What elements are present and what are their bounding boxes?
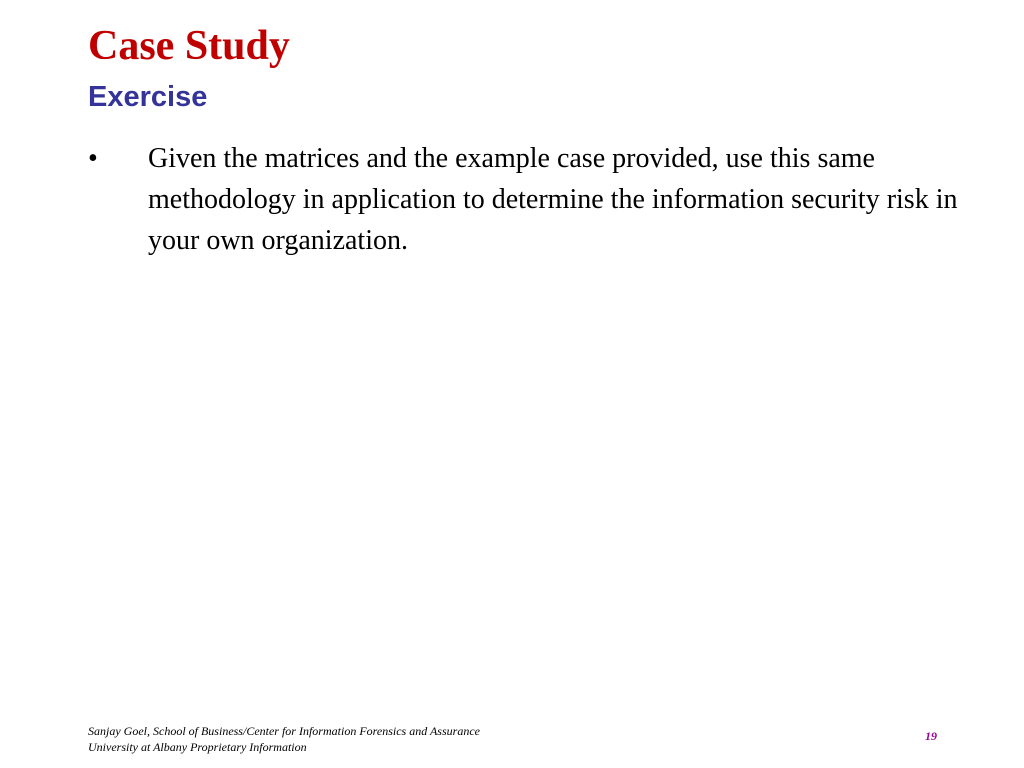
bullet-item [88,138,998,261]
bullet-text: Given the matrices and the example case provided, use this same methodology in application to determine the information security risk in your own organization. [148,143,958,256]
bullet-list [88,138,998,261]
footer-attribution [88,723,480,755]
footer-line-author: Sanjay Goel, School of Business/Center for Information Forensics and Assurance [88,724,480,738]
slide-subtitle: Exercise [88,81,208,113]
bullet-icon: • [88,143,98,174]
page-number: 19 [925,729,937,743]
slide-title: Case Study [88,23,290,69]
footer-line-proprietary: University at Albany Proprietary Information [88,740,307,754]
